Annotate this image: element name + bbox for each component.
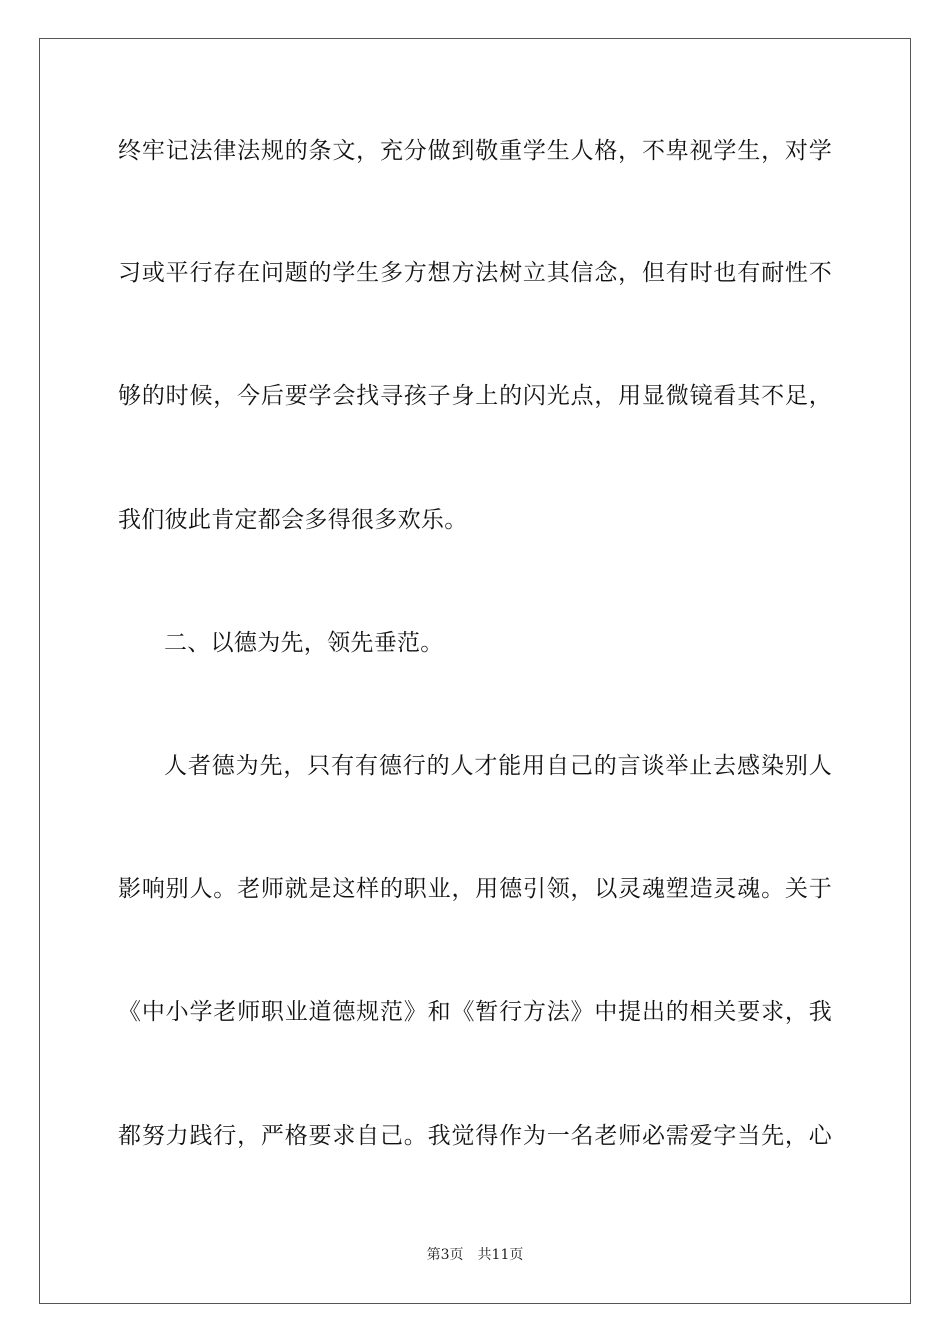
- page-border: [39, 38, 911, 1304]
- paragraph-line-8: 都努力践行，严格要求自己。我觉得作为一名老师必需爱字当先，心: [118, 1123, 832, 1149]
- paragraph-line-4: 我们彼此肯定都会多得很多欢乐。: [118, 507, 468, 533]
- paragraph-line-3: 够的时候，今后要学会找寻孩子身上的闪光点，用显微镜看其不足，: [118, 383, 832, 409]
- paragraph-line-5: 人者德为先，只有有德行的人才能用自己的言谈举止去感染别人: [164, 753, 832, 779]
- paragraph-line-1: 终牢记法律法规的条文，充分做到敬重学生人格，不卑视学生，对学: [118, 138, 832, 164]
- total-pages: 共11页: [477, 1247, 524, 1263]
- section-heading: 二、以德为先，领先垂范。: [164, 630, 444, 656]
- paragraph-line-6: 影响别人。老师就是这样的职业，用德引领，以灵魂塑造灵魂。关于: [118, 876, 832, 902]
- page-number: 第3页: [426, 1247, 464, 1263]
- paragraph-line-2: 习或平行存在问题的学生多方想方法树立其信念，但有时也有耐性不: [118, 260, 832, 286]
- page-footer: [0, 1246, 950, 1264]
- paragraph-line-7: 《中小学老师职业道德规范》和《暂行方法》中提出的相关要求，我: [118, 999, 832, 1025]
